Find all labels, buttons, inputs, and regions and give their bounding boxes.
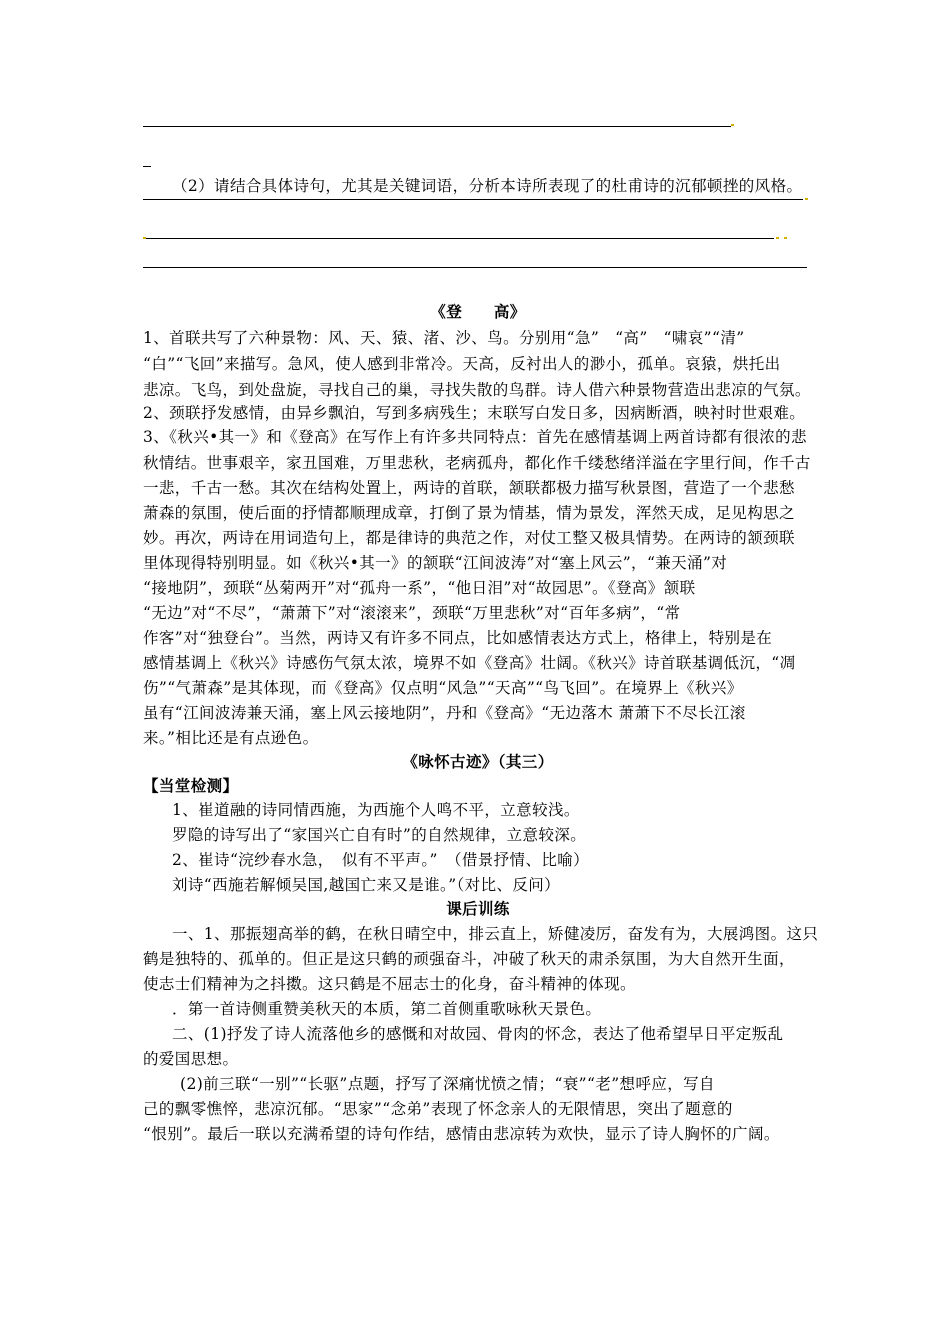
paragraph-line: 3、《秋兴•其一》和《登高》在写作上有许多共同特点：首先在感情基调上两首诗都有很浓的悲 — [143, 428, 807, 446]
question-2: （2）请结合具体诗句，尤其是关键词语，分析本诗所表现了的杜甫诗的沉郁顿挫的风格。 — [172, 177, 803, 195]
paragraph-line: 来。”相比还是有点逊色。 — [143, 729, 319, 747]
section-title-yonghuai: 《咏怀古迹》（其三） — [402, 752, 554, 771]
answer-line — [143, 126, 731, 127]
mark-dot — [805, 198, 808, 200]
mark-dot — [731, 124, 734, 126]
mark-dot — [784, 237, 787, 239]
paragraph-line: 2、颈联抒发感情，由异乡飘泊，写到多病残生；末联写白发日多，因病断酒，映衬时世艰难。 — [143, 404, 806, 422]
answer-line — [146, 238, 774, 239]
short-dash — [143, 166, 151, 167]
paragraph-line: “恨别”。最后一联以充满希望的诗句作结，感情由悲凉转为欢快，显示了诗人胸怀的广阔。 — [143, 1125, 780, 1143]
paragraph-line: 一、1、那振翅高举的鹤，在秋日晴空中，排云直上，矫健凌厉，奋发有为，大展鸿图。这只 — [172, 925, 819, 943]
paragraph-line: 妙。再次，两诗在用词造句上，都是律诗的典范之作，对仗工整又极具情势。在两诗的颔颈联 — [143, 529, 795, 547]
section-title-houke: 课后训练 — [446, 899, 510, 918]
section-title-denggao: 《登 高》 — [430, 302, 526, 321]
paragraph-line: “无边”对“不尽”，“萧萧下”对“滚滚来”，颈联“万里悲秋”对“百年多病”，“常 — [143, 604, 681, 622]
paragraph-line: 的爱国思想。 — [143, 1050, 239, 1068]
paragraph-line: 一悲，千古一愁。其次在结构处置上，两诗的首联，颔联都极力描写秋景图，营造了一个悲愁 — [143, 479, 795, 497]
answer-line — [143, 267, 807, 268]
paragraph-line: 里体现得特别明显。如《秋兴•其一》的颔联“江间波涛”对“塞上风云”，“兼天涌”对 — [143, 554, 728, 572]
paragraph-line: (2)前三联“一别”“长驱”点题，抒写了深痛忧愤之情；“衰”“老”想呼应，写自 — [180, 1075, 715, 1093]
paragraph-line: 悲凉。飞鸟，到处盘旋，寻找自己的巢，寻找失散的鸟群。诗人借六种景物营造出悲凉的气氛。 — [143, 381, 811, 399]
paragraph-line: 己的飘零憔悴，悲凉沉郁。“思家”“念弟”表现了怀念亲人的无限情思，突出了题意的 — [143, 1100, 733, 1118]
paragraph-line: 秋情结。世事艰辛，家丑国难，万里悲秋，老病孤舟，都化作千缕愁绪洋溢在字里行间，作千古 — [143, 454, 811, 472]
paragraph-line: 伤”“气萧森”是其体现，而《登高》仅点明“风急”“天高”“鸟飞回”。在境界上《秋兴》 — [143, 679, 743, 697]
paragraph-line: 罗隐的诗写出了“家国兴亡自有时”的自然规律，立意较深。 — [172, 826, 587, 844]
paragraph-line: 作客”对“独登台”。当然，两诗又有许多不同点，比如感情表达方式上，格律上，特别是在 — [143, 629, 773, 647]
answer-line — [143, 199, 803, 200]
paragraph-line: 感情基调上《秋兴》诗感伤气氛太浓，境界不如《登高》壮阔。《秋兴》诗首联基调低沉，“凋 — [143, 654, 796, 672]
paragraph-line: 二、(1)抒发了诗人流落他乡的感慨和对故园、骨肉的怀念，表达了他希望早日平定叛乱 — [172, 1025, 784, 1043]
paragraph-line: “白”“飞回”来描写。急风，使人感到非常冷。天高，反衬出人的渺小，孤单。哀猿，烘托出 — [143, 355, 781, 373]
paragraph-line: 虽有“江间波涛兼天涌，塞上风云接地阴”，丹和《登高》“无边落木 萧萧下不尽长江滚 — [143, 704, 746, 722]
paragraph-line: 使志士们精神为之抖擞。这只鹤是不屈志士的化身，奋斗精神的体现。 — [143, 975, 636, 993]
paragraph-line: 1、首联共写了六种景物：风、天、猿、渚、沙、鸟。分别用“急” “高” “啸哀”“清” — [143, 329, 745, 347]
paragraph-line: ．第一首诗侧重赞美秋天的本质，第二首侧重歌咏秋天景色。 — [172, 1000, 602, 1018]
paragraph-line: 萧森的氛围，使后面的抒情都顺理成章，打倒了景为情基，情为景发，浑然天成，足见构思之 — [143, 504, 795, 522]
paragraph-line: 2、崔诗“浣纱春水急， 似有不平声。” （借景抒情、比喻） — [172, 851, 590, 869]
paragraph-line: “接地阴”，颈联“丛菊两开”对“孤舟一系”，“他日泪”对“故园思”。《登高》颔联 — [143, 579, 696, 597]
section-label-classcheck: 【当堂检测】 — [143, 776, 239, 795]
paragraph-line: 刘诗“西施若解倾吴国,越国亡来又是谁。”（对比、反问） — [172, 876, 561, 894]
mark-dot — [776, 237, 779, 239]
paragraph-line: 鹤是独特的、孤单的。但正是这只鹤的顽强奋斗，冲破了秋天的肃杀氛围，为大自然开生面， — [143, 950, 795, 968]
paragraph-line: 1、崔道融的诗同情西施，为西施个人鸣不平，立意较浅。 — [172, 801, 580, 819]
